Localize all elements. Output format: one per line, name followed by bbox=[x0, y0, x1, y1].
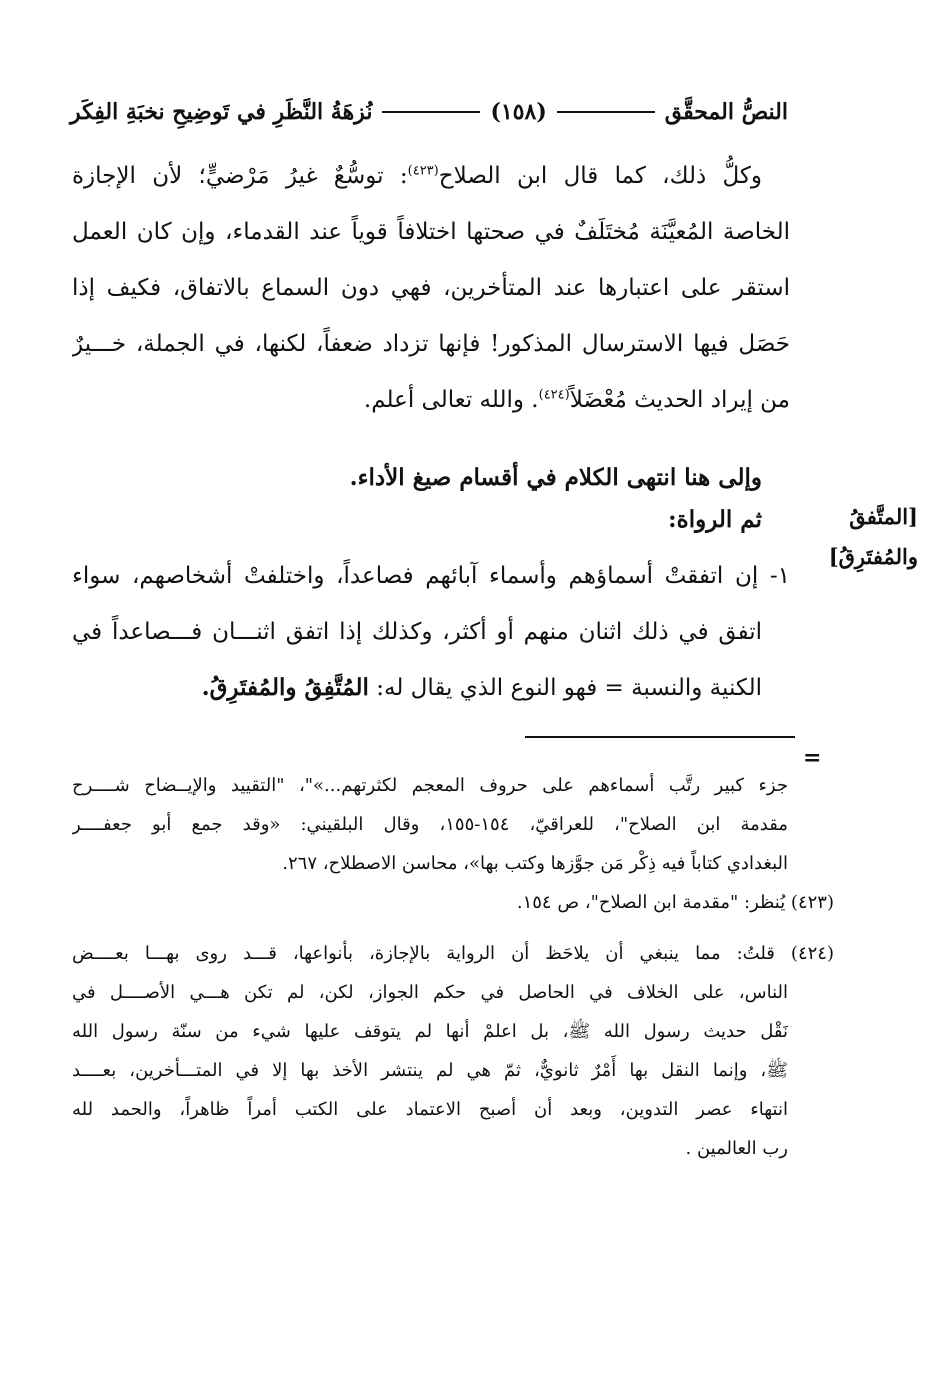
item1-line-1: ١- إن اتفقتْ أسماؤهم وأسماء آبائهم فصاعداً، واختلفتْ أشخاصهم، سواء bbox=[72, 563, 790, 589]
footnote-ref-424[interactable]: (٤٢٤) bbox=[538, 387, 570, 403]
footnote-continuation-marker: = bbox=[803, 745, 822, 771]
body-line-2: الخاصة المُعيَّنَة مُختَلَفٌ في صحتها اختلافاً قوياً عند القدماء، وإن كان العمل bbox=[72, 219, 790, 245]
body-line-5: من إيراد الحديث مُعْضَلاً$^{(٤٢٤)}$. والله تعالى أعلم. bbox=[363, 387, 790, 413]
section-intro: ثم الرواة: bbox=[668, 506, 762, 533]
footnote-cont-line-1: جزء كبير رتَّب أسماءهم على حروف المعجم لكثرتهم...»"، "التقييد والإيــضاح شــــرح bbox=[72, 775, 788, 796]
footnotes bbox=[72, 766, 834, 1168]
term-muttafiq-muftariq: المُتَّفِقُ والمُفتَرِقُ. bbox=[201, 674, 369, 701]
footnote-424-line-2: الناس، على الخلاف في الحاصل في حكم الجواز، لكن، لم تكن هـــي الأصــــل في bbox=[72, 982, 788, 1003]
body-line-4: حَصَل فيها الاسترسال المذكور! فإنها تزداد ضعفاً، لكنها، في الجملة، خـــيرٌ bbox=[72, 331, 790, 357]
footnote-424-line-6: رب العالمين . bbox=[685, 1138, 788, 1159]
body-line-1: وكلُّ ذلك، كما قال ابن الصلاح$^{(٤٢٣)}$: توسُّعٌ غيرُ مَرْضيٍّ؛ لأن الإجازة bbox=[72, 163, 762, 189]
footnote-cont-line-2: مقدمة ابن الصلاح"، للعراقيّ، ١٥٤-١٥٥، وقال البلقيني: «وقد جمع أبو جعفــــر bbox=[72, 814, 788, 835]
footnote-423: (٤٢٣) يُنظر: "مقدمة ابن الصلاح"، ص ١٥٤. bbox=[516, 892, 834, 913]
header-book-title: نُزهَةُ النَّظَرِ في تَوضِيحِ نخبَةِ الفِكَر bbox=[70, 99, 373, 125]
header-section-title: النصُّ المحقَّق bbox=[664, 99, 788, 125]
header-rule-right bbox=[557, 111, 655, 113]
margin-label: [المتَّفقُ والمُفتَرِقُ] bbox=[828, 504, 918, 569]
closing-line: وإلى هنا انتهى الكلام في أقسام صيغ الأداء. bbox=[349, 464, 762, 491]
main-text bbox=[72, 148, 790, 428]
narrators-section bbox=[72, 492, 790, 716]
header-rule-left bbox=[382, 111, 480, 113]
header-page-number: (١٥٨) bbox=[490, 99, 547, 125]
running-header bbox=[70, 92, 788, 132]
footnote-424-line-4: ﷺ، وإنما النقل بها أَمْرٌ ثانويٌّ، ثمّ هي لم ينتشر الأخذ بها إلا في المتـــأخرين، بعــــد bbox=[72, 1060, 788, 1081]
item1-line-3: الكنية والنسبة = فهو النوع الذي يقال له: المُتَّفِقُ والمُفتَرِقُ. bbox=[201, 674, 762, 701]
body-line-3: استقر على اعتبارها عند المتأخرين، فهي دون السماع بالاتفاق، فكيف إذا bbox=[72, 275, 790, 301]
footnote-ref-423[interactable]: (٤٢٣) bbox=[407, 163, 439, 179]
footnote-424-line-3: نَقْل حديث رسول الله ﷺ، بل اعلمْ أنها لم يتوقف عليها شيء من سنّة رسول الله bbox=[72, 1021, 788, 1042]
footnote-cont-line-3: البغدادي كتاباً فيه ذِكْر مَن جوَّزها وكتب بها»، محاسن الاصطلاح، ٢٦٧. bbox=[282, 853, 788, 874]
footnote-424-line-1: (٤٢٤) قلتُ: مما ينبغي أن يلاحَظ أن الرواية بالإجازة، بأنواعها، قـــد روى بهـــا بعــــض bbox=[72, 943, 834, 964]
item1-line-2: اتفق في ذلك اثنان منهم أو أكثر، وكذلك إذا اتفق اثنـــان فـــصاعداً في bbox=[72, 619, 762, 645]
footnote-424-line-5: انتهاء عصر التدوين، وبعد أن أصبح الاعتماد على الكتب أمراً ظاهراً، والحمد لله bbox=[72, 1099, 788, 1120]
footnote-divider bbox=[525, 736, 795, 738]
